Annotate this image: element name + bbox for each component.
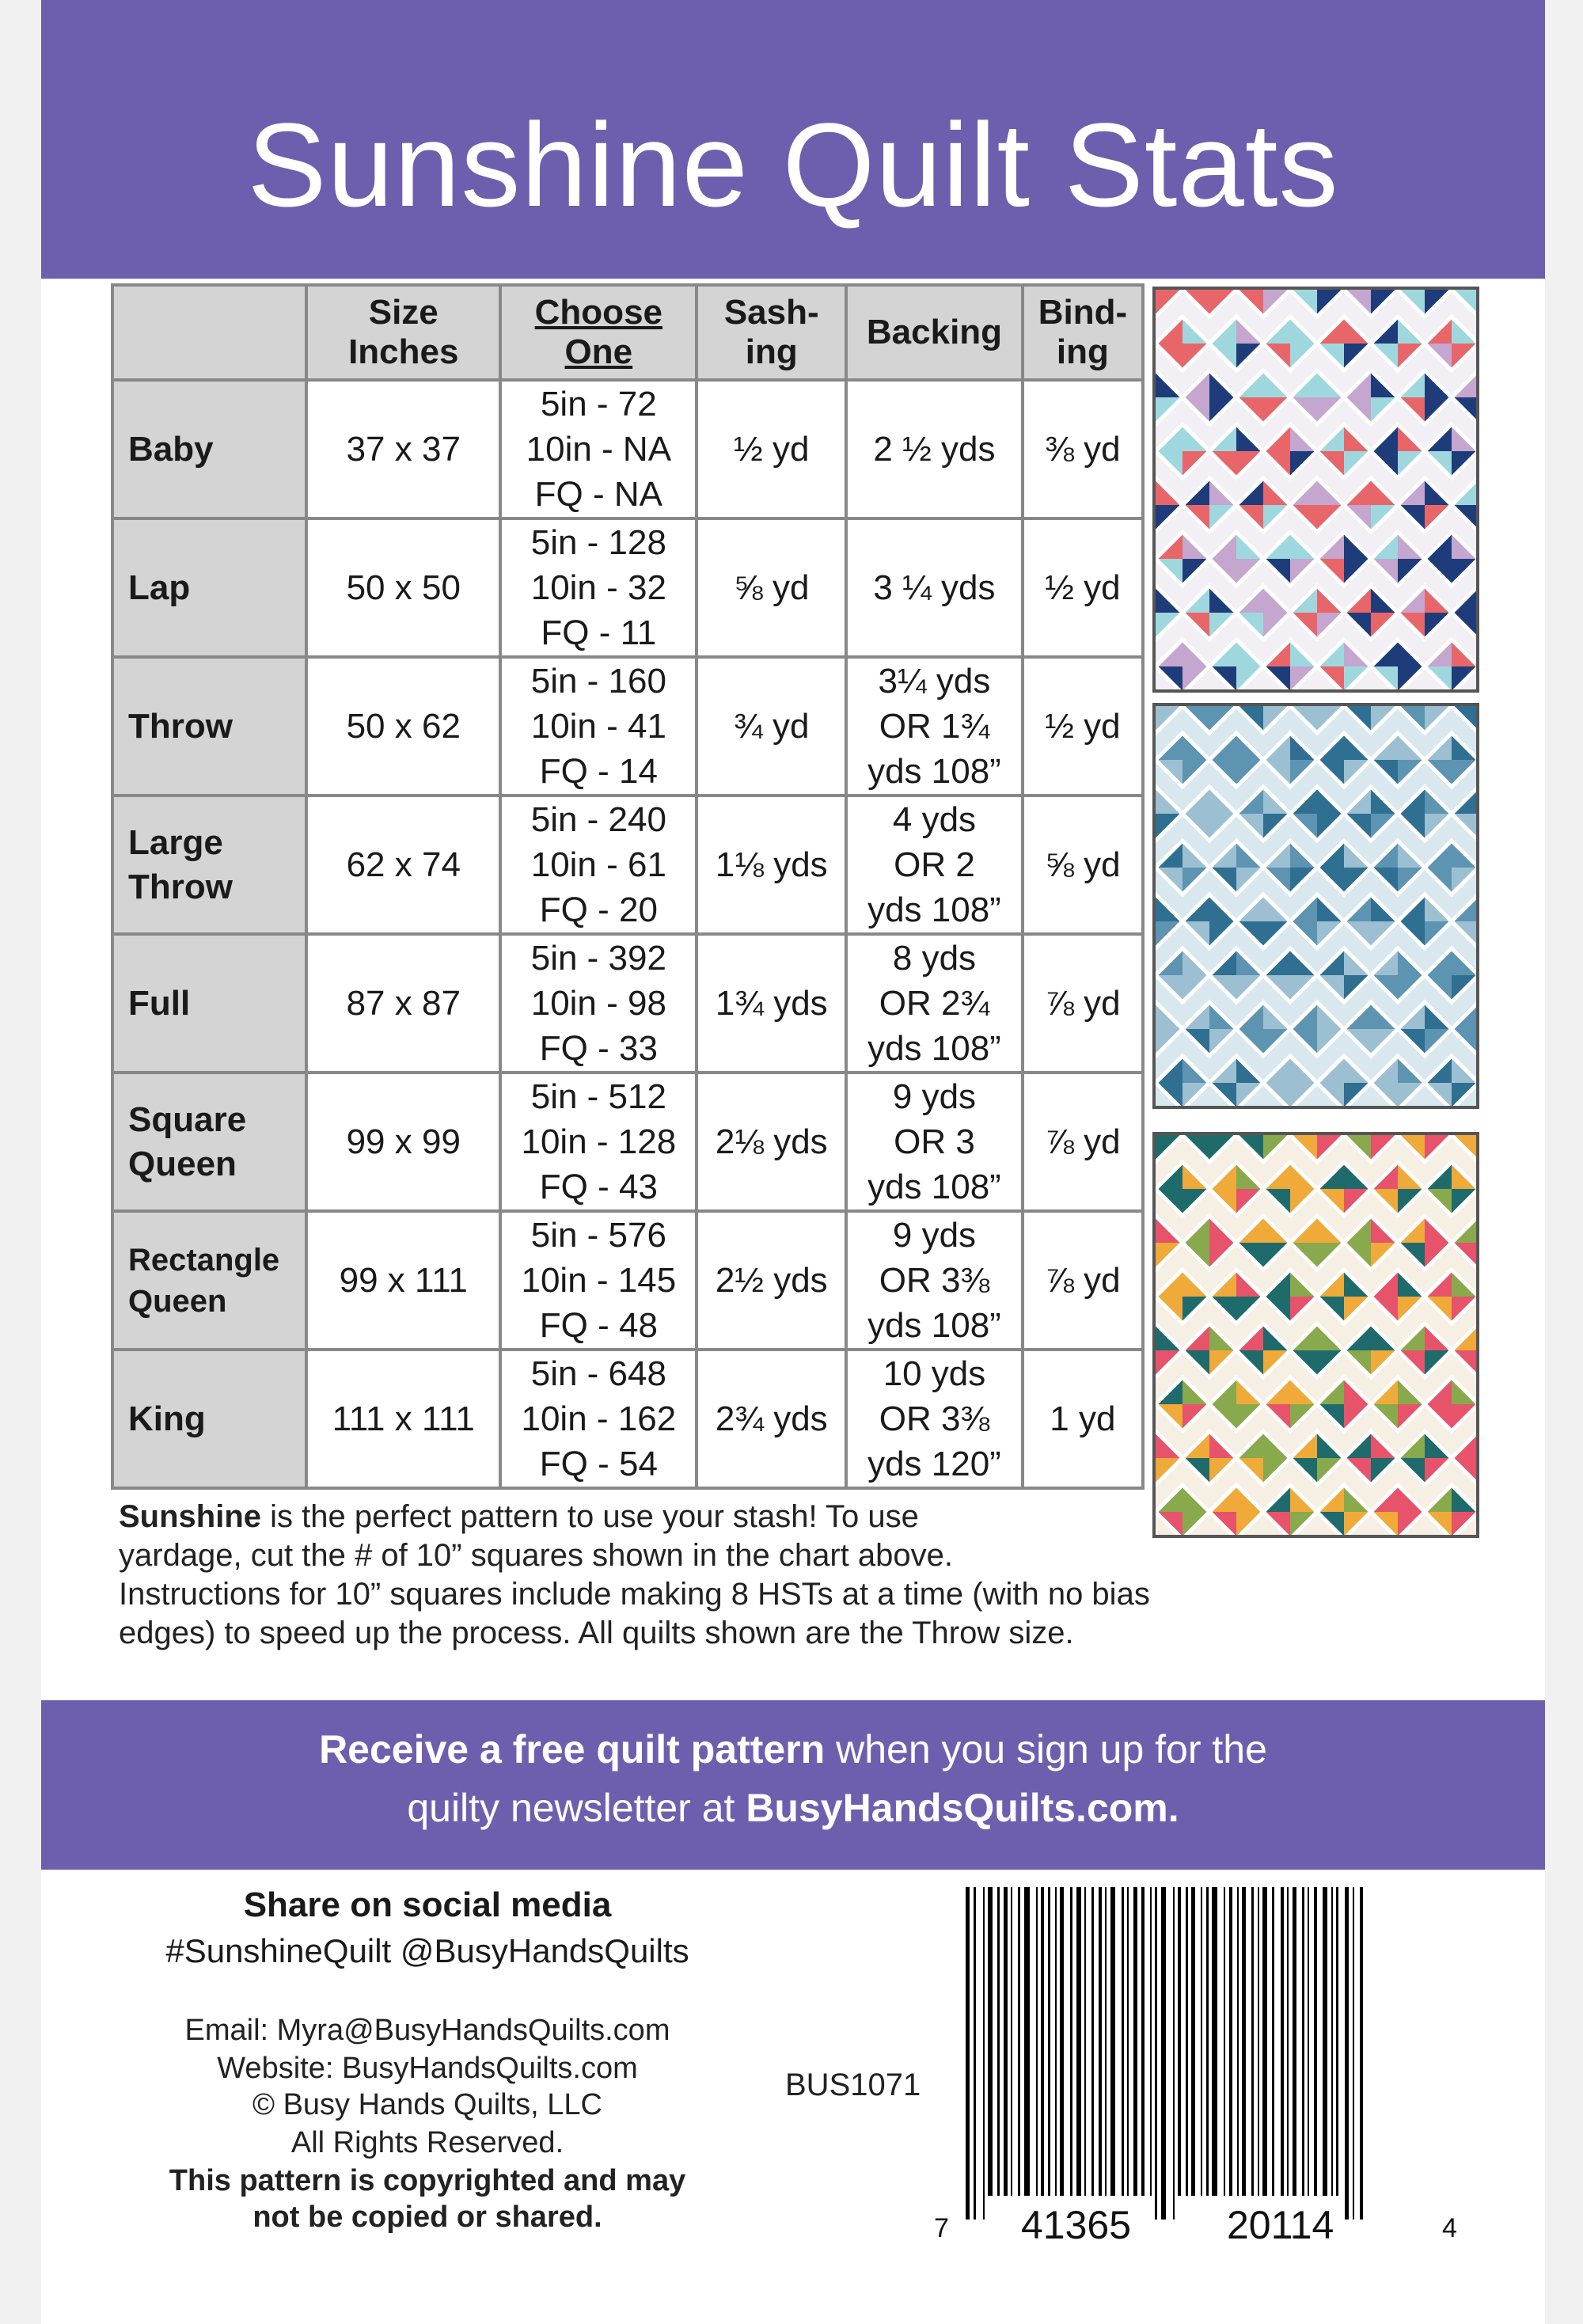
barcode-bar <box>1212 1887 1217 2196</box>
row-label: King <box>112 1350 306 1488</box>
barcode-bar <box>1331 1887 1333 2196</box>
barcode-bar <box>1155 1887 1157 2220</box>
barcode-bar <box>966 1887 970 2220</box>
sashing-cell: 2¾ yds <box>697 1350 846 1488</box>
header-blank <box>112 285 306 380</box>
barcode-bar <box>1041 1887 1044 2196</box>
table-row <box>112 518 1143 657</box>
barcode-bar <box>1281 1887 1284 2196</box>
choose-cell: 5in - 392 10in - 98 FQ - 33 <box>500 934 697 1073</box>
size-cell: 87 x 87 <box>306 934 500 1073</box>
copyright-line: © Busy Hands Quilts, LLC <box>252 2088 602 2121</box>
website-link[interactable]: BusyHandsQuilts.com. <box>746 1786 1179 1830</box>
size-cell: 99 x 99 <box>306 1073 500 1211</box>
barcode-bar <box>1272 1887 1274 2196</box>
header-sashing: Sash- ing <box>697 285 846 380</box>
description-line: is the perfect pattern to use your stash! To use <box>261 1499 919 1534</box>
barcode-bar <box>974 1887 976 2220</box>
page-title: Sunshine Quilt Stats <box>247 98 1339 231</box>
barcode-bar <box>1122 1887 1124 2196</box>
table-row <box>112 1350 1143 1488</box>
barcode-bar <box>1091 1887 1094 2196</box>
barcode-bar <box>1141 1887 1145 2196</box>
table-row <box>112 380 1143 518</box>
barcode-bar <box>1133 1887 1137 2196</box>
barcode-bar <box>1036 1887 1038 2196</box>
table-row <box>112 1073 1143 1211</box>
barcode-bar <box>1110 1887 1115 2196</box>
description-line: edges) to speed up the process. All quilts shown are the Throw size. <box>119 1616 1074 1650</box>
promo-line-2: quilty newsletter at BusyHandsQuilts.com. <box>407 1786 1179 1830</box>
barcode-bar <box>1127 1887 1129 2196</box>
choose-cell: 5in - 512 10in - 128 FQ - 43 <box>500 1073 697 1211</box>
choose-cell: 5in - 128 10in - 32 FQ - 11 <box>500 518 697 657</box>
barcode-bar <box>1251 1887 1254 2196</box>
barcode-digit-left: 7 <box>934 2213 949 2243</box>
backing-cell: 10 yds OR 3⅜ yds 120” <box>846 1350 1023 1488</box>
sashing-cell: 2½ yds <box>697 1211 846 1350</box>
copyright-notice: This pattern is copyrighted and may <box>169 2164 686 2197</box>
table-row <box>112 1211 1143 1350</box>
binding-cell: ½ yd <box>1023 657 1143 796</box>
backing-cell: 9 yds OR 3 yds 108” <box>846 1073 1023 1211</box>
sashing-cell: ½ yd <box>697 380 846 518</box>
table-row <box>112 934 1143 1073</box>
barcode-bar <box>1070 1887 1072 2196</box>
binding-cell: ⅞ yd <box>1023 934 1143 1073</box>
barcode-bar <box>988 1887 993 2196</box>
binding-cell: 1 yd <box>1023 1350 1143 1488</box>
newsletter-banner <box>41 1700 1545 1870</box>
row-label: Baby <box>112 380 306 518</box>
right-margin <box>1545 0 1583 2324</box>
row-label: Lap <box>112 518 306 657</box>
barcode-bar <box>1229 1887 1232 2196</box>
choose-cell: 5in - 576 10in - 145 FQ - 48 <box>500 1211 697 1350</box>
contact-email: Email: Myra@BusyHandsQuilts.com <box>184 2014 670 2047</box>
binding-cell: ⅝ yd <box>1023 796 1143 934</box>
binding-cell: ⅞ yd <box>1023 1073 1143 1211</box>
copyright-notice: not be copied or shared. <box>252 2201 602 2234</box>
barcode-bar <box>1224 1887 1225 2196</box>
header-binding: Bind- ing <box>1023 285 1143 380</box>
row-label: Full <box>112 934 306 1073</box>
table-header-row <box>112 285 1143 380</box>
size-cell: 62 x 74 <box>306 796 500 934</box>
table-row <box>112 796 1143 934</box>
barcode-bar <box>1353 1887 1354 2220</box>
barcode-bar <box>1360 1887 1363 2220</box>
barcode-bar <box>1293 1887 1296 2196</box>
barcode-bar <box>1186 1887 1188 2196</box>
barcode-bar <box>1258 1887 1259 2196</box>
backing-cell: 3¼ yds OR 1¾ yds 108” <box>846 657 1023 796</box>
choose-cell: 5in - 160 10in - 41 FQ - 14 <box>500 657 697 796</box>
barcode-bar <box>1302 1887 1304 2196</box>
choose-cell: 5in - 72 10in - NA FQ - NA <box>500 380 697 518</box>
barcode-bar <box>1150 1887 1152 2196</box>
share-heading: Share on social media <box>243 1885 612 1924</box>
barcode-bar <box>1206 1887 1209 2196</box>
barcode-bar <box>1105 1887 1107 2196</box>
pattern-name: Sunshine <box>119 1499 262 1534</box>
sashing-cell: 1⅛ yds <box>697 796 846 934</box>
quilt-image-multicolor <box>1152 1132 1479 1538</box>
barcode-bar <box>1323 1887 1327 2196</box>
size-cell: 111 x 111 <box>306 1350 500 1488</box>
barcode-bar <box>1314 1887 1317 2196</box>
barcode-bar <box>1308 1887 1309 2196</box>
barcode-bar <box>1055 1887 1057 2196</box>
barcode-bar <box>1237 1887 1239 2196</box>
quilt-stats-table <box>111 283 1145 1490</box>
barcode-bar <box>1011 1887 1012 2196</box>
barcode <box>934 1887 1472 2251</box>
promo-line-1: Receive a free quilt pattern when you sign up for the <box>319 1727 1267 1771</box>
barcode-bar <box>1161 1887 1166 2220</box>
header-size: Size Inches <box>306 285 500 380</box>
left-margin <box>0 0 41 2324</box>
backing-cell: 3 ¼ yds <box>846 518 1023 657</box>
barcode-bar <box>1004 1887 1008 2196</box>
barcode-bar <box>983 1887 985 2220</box>
sashing-cell: 2⅛ yds <box>697 1073 846 1211</box>
sashing-cell: 1¾ yds <box>697 934 846 1073</box>
header-choose-one: Choose One <box>500 285 697 380</box>
table-row <box>112 657 1143 796</box>
barcode-bar <box>1099 1887 1102 2196</box>
size-cell: 50 x 62 <box>306 657 500 796</box>
backing-cell: 8 yds OR 2¾ yds 108” <box>846 934 1023 1073</box>
rights-line: All Rights Reserved. <box>290 2126 564 2159</box>
quilt-image-blue <box>1152 703 1479 1109</box>
barcode-bar <box>1262 1887 1267 2196</box>
title-banner <box>41 0 1545 279</box>
row-label: Large Throw <box>112 796 306 934</box>
description-line: Instructions for 10” squares include making 8 HSTs at a time (with no bias <box>119 1577 1150 1612</box>
backing-cell: 2 ½ yds <box>846 380 1023 518</box>
barcode-bar <box>1060 1887 1064 2196</box>
pattern-description <box>119 1498 1464 1653</box>
product-sku: BUS1071 <box>785 2068 921 2102</box>
backing-cell: 9 yds OR 3⅜ yds 108” <box>846 1211 1023 1350</box>
social-hashtags: #SunshineQuilt @BusyHandsQuilts <box>165 1932 689 1969</box>
binding-cell: ⅜ yd <box>1023 380 1143 518</box>
row-label: Square Queen <box>112 1073 306 1211</box>
choose-cell: 5in - 648 10in - 162 FQ - 54 <box>500 1350 697 1488</box>
quilt-image-coral-navy <box>1152 287 1479 693</box>
size-cell: 50 x 50 <box>306 518 500 657</box>
barcode-bar <box>1084 1887 1086 2196</box>
barcode-group-2: 20114 <box>1227 2203 1334 2247</box>
choose-cell: 5in - 240 10in - 61 FQ - 20 <box>500 796 697 934</box>
barcode-bar <box>1242 1887 1246 2196</box>
row-label: Rectangle Queen <box>112 1211 306 1350</box>
barcode-bar <box>1201 1887 1202 2196</box>
barcode-bar <box>1024 1887 1030 2196</box>
sashing-cell: ¾ yd <box>697 657 846 796</box>
barcode-bar <box>1076 1887 1081 2196</box>
barcode-bar <box>1345 1887 1349 2220</box>
binding-cell: ⅞ yd <box>1023 1211 1143 1350</box>
barcode-group-1: 41365 <box>1021 2203 1132 2247</box>
backing-cell: 4 yds OR 2 yds 108” <box>846 796 1023 934</box>
row-label: Throw <box>112 657 306 796</box>
barcode-bar <box>1173 1887 1175 2220</box>
header-backing: Backing <box>846 285 1023 380</box>
barcode-bar <box>1336 1887 1338 2196</box>
barcode-digit-right: 4 <box>1442 2213 1457 2243</box>
contact-website: Website: BusyHandsQuilts.com <box>217 2052 638 2085</box>
barcode-bar <box>1048 1887 1050 2196</box>
barcode-bar <box>1178 1887 1181 2196</box>
barcode-bar <box>1287 1887 1289 2196</box>
description-line: yardage, cut the # of 10” squares shown in the chart above. <box>119 1538 953 1573</box>
binding-cell: ½ yd <box>1023 518 1143 657</box>
barcode-bar <box>1191 1887 1195 2196</box>
barcode-bar <box>997 1887 1000 2196</box>
sashing-cell: ⅝ yd <box>697 518 846 657</box>
barcode-bar <box>1018 1887 1020 2196</box>
size-cell: 99 x 111 <box>306 1211 500 1350</box>
size-cell: 37 x 37 <box>306 380 500 518</box>
